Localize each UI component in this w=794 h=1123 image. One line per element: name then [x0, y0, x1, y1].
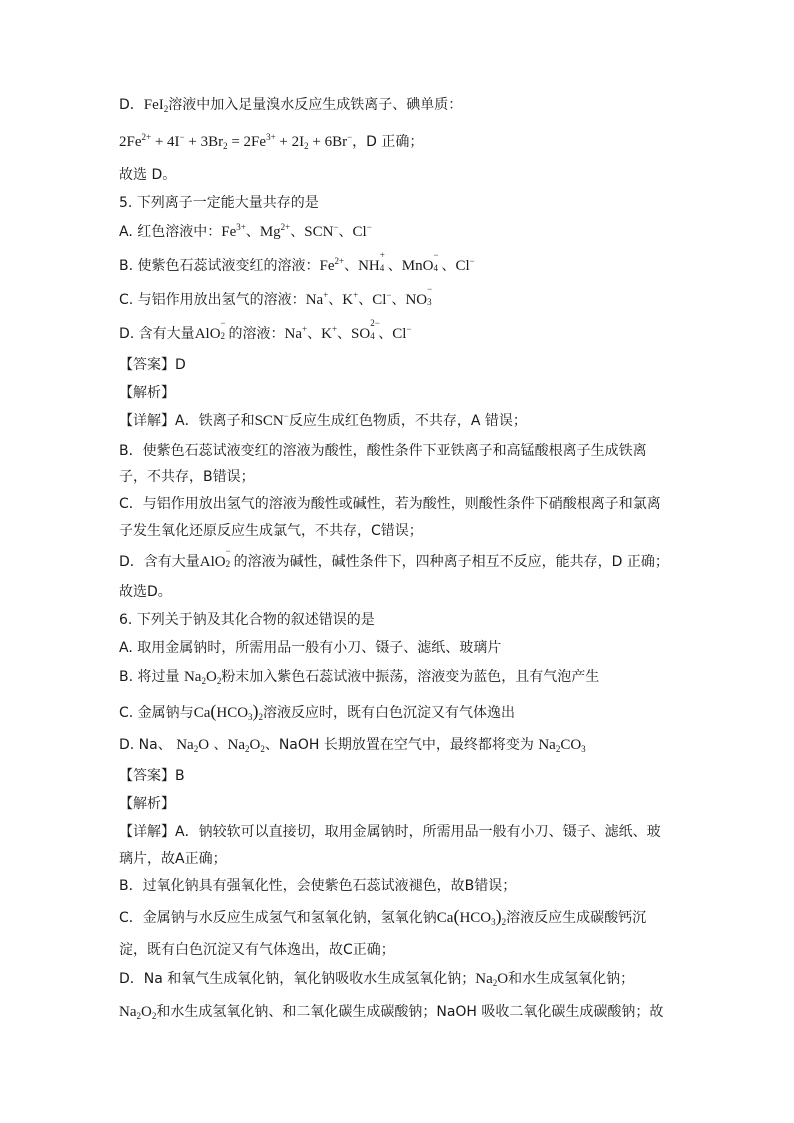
- explain-5d: D．含有大量AlO − 2 的溶液为碱性，碱性条件下，四种离子相互不反应，能共存，D 正确；: [119, 546, 669, 570]
- line-1: D．FeI$_2$溶液中加入足量溴水反应生成铁离子、碘单质：: [119, 97, 463, 114]
- line-17: 故选D。: [119, 584, 172, 600]
- line-3: 故选 D。: [119, 167, 177, 183]
- explain-6d-1: D．Na 和氧气生成氧化钠，氧化钠吸收水生成氢氧化钠；$Na_2O$和水生成氢氧化钠；: [119, 971, 635, 988]
- analysis-5-heading: 【解析】: [119, 385, 175, 401]
- explain-6c-1: C．金属钠与水反应生成氢气和氢氧化钠，氢氧化钠$Ca(HCO_3)_2$溶液反应生成碳酸钙沉: [119, 906, 647, 927]
- explain-5c-1: C．与铝作用放出氢气的溶液为酸性或碱性，若为酸性，则酸性条件下硝酸根离子和氯离: [119, 496, 661, 512]
- question-6-stem: 6. 下列关于钠及其化合物的叙述错误的是: [119, 612, 375, 628]
- option-6c: C. 金属钠与$Ca(HCO_3)_2$溶液反应时，既有白色沉淀又有气体逸出: [119, 701, 516, 722]
- answer-6: 【答案】B: [119, 768, 185, 784]
- analysis-6-heading: 【解析】: [119, 796, 175, 812]
- explain-5a: 【详解】A．铁离子和SCN−反应生成红色物质，不共存，A 错误；: [119, 411, 527, 429]
- option-5a: A. 红色溶液中：$Fe^{3+}$、$Mg^{2+}$、SCN−、Cl−: [119, 222, 372, 240]
- option-6b: B. 将过量 $Na_2O_2$粉末加入紫色石蕊试液中振荡，溶液变为蓝色，且有气泡产生: [119, 669, 600, 686]
- answer-5: 【答案】D: [119, 357, 186, 373]
- explain-5b-2: 子，不共存，B错误；: [119, 469, 255, 485]
- equation-line: $2Fe^{2+} + 4I^- + 3Br_2 = 2Fe^{3+} + 2I_2 + 6Br^-$，D 正确；: [119, 132, 424, 151]
- option-6d: D. Na、 $Na_2O$ 、$Na_2O_2$、NaOH 长期放置在空气中，最终都将变为 $Na_2CO_3$: [119, 737, 586, 754]
- explain-6a-2: 璃片，故A正确；: [119, 851, 227, 867]
- explain-6a-1: 【详解】A．钠较软可以直接切，取用金属钠时，所需用品一般有小刀、镊子、滤纸、玻: [119, 824, 661, 840]
- option-5d: D. 含有大量AlO − 2 的溶液：Na+、K+、SO 2− 4 、Cl−: [119, 318, 412, 342]
- explain-6b: B．过氧化钠具有强氧化性，会使紫色石蕊试液褪色，故B错误；: [119, 878, 517, 894]
- explain-6d-2: $Na_2O_2$和水生成氢氧化钠、和二氧化碳生成碳酸钠；NaOH 吸收二氧化碳生成碳酸钠；故: [119, 1004, 664, 1021]
- explain-6c-2: 淀，既有白色沉淀又有气体逸出，故C正确；: [119, 942, 395, 958]
- option-6a: A. 取用金属钠时，所需用品一般有小刀、镊子、滤纸、玻璃片: [119, 640, 502, 656]
- option-5b: B. 使紫色石蕊试液变红的溶液：$Fe^{2+}$、NH + 4 、MnO − 4 、Cl−: [119, 250, 475, 274]
- explain-5c-2: 子发生氧化还原反应生成氯气，不共存，C错误；: [119, 523, 423, 539]
- option-5c: C. 与铝作用放出氢气的溶液：Na+、K+、Cl−、NO − 3: [119, 284, 433, 308]
- explain-5b-1: B．使紫色石蕊试液变红的溶液为酸性，酸性条件下亚铁离子和高锰酸根离子生成铁离: [119, 443, 647, 459]
- question-5-stem: 5. 下列离子一定能大量共存的是: [119, 195, 319, 211]
